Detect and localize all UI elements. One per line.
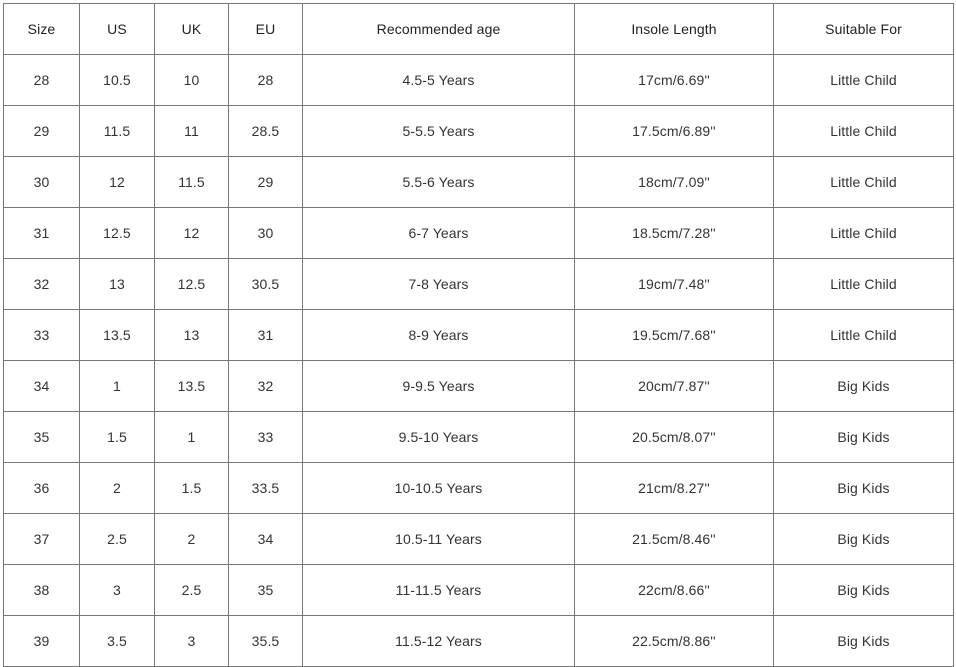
table-header-row (4, 4, 954, 55)
cell-recommended-age: 9-9.5 Years (303, 361, 575, 412)
table-row (4, 616, 954, 667)
cell-size: 39 (4, 616, 80, 667)
cell-insole-length: 17.5cm/6.89'' (575, 106, 774, 157)
cell-us: 12 (80, 157, 155, 208)
table-row (4, 106, 954, 157)
cell-uk: 12.5 (155, 259, 229, 310)
cell-recommended-age: 11.5-12 Years (303, 616, 575, 667)
cell-recommended-age: 10.5-11 Years (303, 514, 575, 565)
cell-us: 11.5 (80, 106, 155, 157)
cell-us: 1 (80, 361, 155, 412)
cell-recommended-age: 5-5.5 Years (303, 106, 575, 157)
cell-size: 35 (4, 412, 80, 463)
cell-uk: 1 (155, 412, 229, 463)
cell-size: 33 (4, 310, 80, 361)
cell-us: 2.5 (80, 514, 155, 565)
cell-uk: 13.5 (155, 361, 229, 412)
cell-insole-length: 18cm/7.09'' (575, 157, 774, 208)
cell-eu: 30.5 (229, 259, 303, 310)
cell-suitable-for: Little Child (774, 106, 954, 157)
table-row (4, 157, 954, 208)
column-header-size: Size (4, 4, 80, 55)
cell-eu: 33 (229, 412, 303, 463)
table-row (4, 208, 954, 259)
table-row (4, 55, 954, 106)
cell-recommended-age: 11-11.5 Years (303, 565, 575, 616)
cell-us: 13 (80, 259, 155, 310)
cell-recommended-age: 4.5-5 Years (303, 55, 575, 106)
cell-suitable-for: Little Child (774, 310, 954, 361)
table-body (4, 55, 954, 667)
cell-size: 31 (4, 208, 80, 259)
cell-us: 1.5 (80, 412, 155, 463)
column-header-insole-length: Insole Length (575, 4, 774, 55)
cell-size: 36 (4, 463, 80, 514)
cell-suitable-for: Little Child (774, 157, 954, 208)
cell-size: 34 (4, 361, 80, 412)
cell-suitable-for: Little Child (774, 55, 954, 106)
cell-insole-length: 19.5cm/7.68'' (575, 310, 774, 361)
cell-eu: 28.5 (229, 106, 303, 157)
cell-insole-length: 22cm/8.66'' (575, 565, 774, 616)
cell-uk: 3 (155, 616, 229, 667)
column-header-uk: UK (155, 4, 229, 55)
cell-size: 30 (4, 157, 80, 208)
cell-suitable-for: Big Kids (774, 565, 954, 616)
column-header-eu: EU (229, 4, 303, 55)
cell-recommended-age: 10-10.5 Years (303, 463, 575, 514)
cell-eu: 28 (229, 55, 303, 106)
table-row (4, 361, 954, 412)
cell-eu: 31 (229, 310, 303, 361)
cell-uk: 11.5 (155, 157, 229, 208)
cell-suitable-for: Little Child (774, 208, 954, 259)
cell-recommended-age: 9.5-10 Years (303, 412, 575, 463)
cell-eu: 35 (229, 565, 303, 616)
cell-suitable-for: Big Kids (774, 616, 954, 667)
cell-eu: 34 (229, 514, 303, 565)
cell-us: 13.5 (80, 310, 155, 361)
cell-uk: 12 (155, 208, 229, 259)
cell-eu: 29 (229, 157, 303, 208)
cell-insole-length: 19cm/7.48'' (575, 259, 774, 310)
cell-uk: 11 (155, 106, 229, 157)
cell-recommended-age: 8-9 Years (303, 310, 575, 361)
cell-insole-length: 22.5cm/8.86'' (575, 616, 774, 667)
cell-recommended-age: 6-7 Years (303, 208, 575, 259)
cell-suitable-for: Big Kids (774, 361, 954, 412)
cell-eu: 33.5 (229, 463, 303, 514)
cell-uk: 1.5 (155, 463, 229, 514)
cell-suitable-for: Big Kids (774, 463, 954, 514)
cell-suitable-for: Big Kids (774, 412, 954, 463)
cell-recommended-age: 5.5-6 Years (303, 157, 575, 208)
cell-insole-length: 17cm/6.69'' (575, 55, 774, 106)
cell-uk: 2.5 (155, 565, 229, 616)
cell-us: 12.5 (80, 208, 155, 259)
cell-us: 3.5 (80, 616, 155, 667)
table-row (4, 463, 954, 514)
cell-size: 32 (4, 259, 80, 310)
cell-size: 37 (4, 514, 80, 565)
size-chart (3, 3, 953, 654)
cell-insole-length: 18.5cm/7.28'' (575, 208, 774, 259)
cell-insole-length: 20cm/7.87'' (575, 361, 774, 412)
column-header-suitable-for: Suitable For (774, 4, 954, 55)
table-row (4, 259, 954, 310)
cell-us: 3 (80, 565, 155, 616)
cell-insole-length: 21.5cm/8.46'' (575, 514, 774, 565)
cell-eu: 35.5 (229, 616, 303, 667)
cell-suitable-for: Little Child (774, 259, 954, 310)
cell-insole-length: 21cm/8.27'' (575, 463, 774, 514)
cell-insole-length: 20.5cm/8.07'' (575, 412, 774, 463)
cell-eu: 30 (229, 208, 303, 259)
table-row (4, 565, 954, 616)
size-chart-table (3, 3, 954, 667)
cell-uk: 13 (155, 310, 229, 361)
cell-us: 10.5 (80, 55, 155, 106)
column-header-us: US (80, 4, 155, 55)
table-row (4, 310, 954, 361)
cell-uk: 10 (155, 55, 229, 106)
table-row (4, 412, 954, 463)
column-header-recommended-age: Recommended age (303, 4, 575, 55)
cell-size: 29 (4, 106, 80, 157)
cell-suitable-for: Big Kids (774, 514, 954, 565)
cell-size: 28 (4, 55, 80, 106)
cell-uk: 2 (155, 514, 229, 565)
cell-us: 2 (80, 463, 155, 514)
cell-recommended-age: 7-8 Years (303, 259, 575, 310)
table-row (4, 514, 954, 565)
cell-size: 38 (4, 565, 80, 616)
cell-eu: 32 (229, 361, 303, 412)
